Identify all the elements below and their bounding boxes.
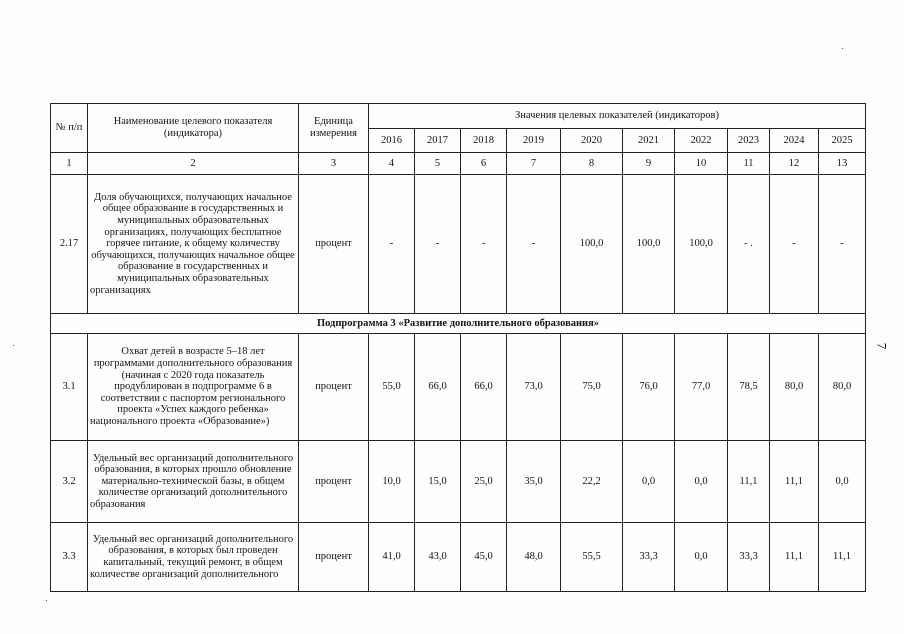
header-unit: Единица измерения	[299, 104, 369, 153]
year-cell: 2025	[819, 129, 866, 153]
year-cell: 2018	[461, 129, 507, 153]
value-cell: -	[507, 175, 561, 314]
year-cell: 2016	[369, 129, 415, 153]
indicator-name: Удельный вес организаций дополнительного образования, в которых прошло обновление материально-технической базы, в общем количестве организаций дополнительного образования	[88, 441, 299, 523]
value-cell: 25,0	[461, 441, 507, 523]
value-cell: -	[415, 175, 461, 314]
year-cell: 2024	[770, 129, 819, 153]
value-cell: 11,1	[819, 523, 866, 592]
value-cell: 80,0	[770, 334, 819, 441]
value-cell: 33,3	[623, 523, 675, 592]
col-number: 4	[369, 153, 415, 175]
header-name: Наименование целевого показателя (индикатора)	[88, 104, 299, 153]
row-number: 2.17	[51, 175, 88, 314]
value-cell: 11,1	[770, 441, 819, 523]
column-numbers-row	[51, 153, 866, 175]
value-cell: 100,0	[561, 175, 623, 314]
value-cell: 10,0	[369, 441, 415, 523]
unit-cell: процент	[299, 175, 369, 314]
value-cell: -	[819, 175, 866, 314]
value-cell: 35,0	[507, 441, 561, 523]
value-cell: 66,0	[415, 334, 461, 441]
scan-speck	[842, 48, 843, 49]
unit-cell: процент	[299, 334, 369, 441]
value-cell: 33,3	[728, 523, 770, 592]
col-number: 11	[728, 153, 770, 175]
value-cell: 100,0	[623, 175, 675, 314]
value-cell: 11,1	[770, 523, 819, 592]
indicator-name: Удельный вес организаций дополнительного образования, в которых был проведен капитальный, текущий ремонт, в общем количестве организаций дополнительного	[88, 523, 299, 592]
value-cell: -	[461, 175, 507, 314]
value-cell: 55,0	[369, 334, 415, 441]
indicators-table	[50, 103, 866, 592]
value-cell: 100,0	[675, 175, 728, 314]
year-cell: 2023	[728, 129, 770, 153]
indicator-name: Доля обучающихся, получающих начальное общее образование в государственных и муниципальных образовательных организациях, получающих бесплатное горячее питание, к общему количеству обучающихся, получающих начальное общее образование в государственных и муниципальных образовательных организациях	[88, 175, 299, 314]
value-cell: 0,0	[623, 441, 675, 523]
value-cell: -	[369, 175, 415, 314]
table-row	[51, 334, 866, 441]
value-cell: 45,0	[461, 523, 507, 592]
year-cell: 2021	[623, 129, 675, 153]
value-cell: 41,0	[369, 523, 415, 592]
col-number: 1	[51, 153, 88, 175]
row-number: 3.3	[51, 523, 88, 592]
row-number: 3.2	[51, 441, 88, 523]
value-cell: 78,5	[728, 334, 770, 441]
unit-cell: процент	[299, 441, 369, 523]
year-cell: 2020	[561, 129, 623, 153]
col-number: 12	[770, 153, 819, 175]
scan-speck	[46, 600, 47, 601]
value-cell: 73,0	[507, 334, 561, 441]
value-cell: 11,1	[728, 441, 770, 523]
indicator-name: Охват детей в возрасте 5–18 лет программами дополнительного образования (начиная с 2020 года показатель продублирован в подпрограмме 6 в соответствии с паспортом регионального проекта «Успех каждого ребенка» национального проекта «Образование»)	[88, 334, 299, 441]
value-cell: 48,0	[507, 523, 561, 592]
value-cell: 55,5	[561, 523, 623, 592]
year-cell: 2017	[415, 129, 461, 153]
col-number: 13	[819, 153, 866, 175]
table-row	[51, 523, 866, 592]
value-cell: 75,0	[561, 334, 623, 441]
year-cell: 2019	[507, 129, 561, 153]
row-number: 3.1	[51, 334, 88, 441]
value-cell: - .	[728, 175, 770, 314]
section-title: Подпрограмма 3 «Развитие дополнительного образования»	[51, 314, 866, 334]
col-number: 10	[675, 153, 728, 175]
col-number: 8	[561, 153, 623, 175]
year-cell: 2022	[675, 129, 728, 153]
col-number: 2	[88, 153, 299, 175]
value-cell: 0,0	[675, 441, 728, 523]
value-cell: 15,0	[415, 441, 461, 523]
value-cell: 43,0	[415, 523, 461, 592]
scan-speck	[13, 345, 14, 346]
page-number: 7	[874, 342, 890, 350]
value-cell: 66,0	[461, 334, 507, 441]
col-number: 3	[299, 153, 369, 175]
section-row	[51, 314, 866, 334]
header-num: № п/п	[51, 104, 88, 153]
col-number: 6	[461, 153, 507, 175]
value-cell: 22,2	[561, 441, 623, 523]
value-cell: 77,0	[675, 334, 728, 441]
unit-cell: процент	[299, 523, 369, 592]
value-cell: 80,0	[819, 334, 866, 441]
col-number: 9	[623, 153, 675, 175]
value-cell: 0,0	[675, 523, 728, 592]
value-cell: 76,0	[623, 334, 675, 441]
table-row	[51, 441, 866, 523]
table-row	[51, 175, 866, 314]
col-number: 7	[507, 153, 561, 175]
header-row-1	[51, 104, 866, 129]
value-cell: -	[770, 175, 819, 314]
value-cell: 0,0	[819, 441, 866, 523]
header-values: Значения целевых показателей (индикаторов)	[369, 104, 866, 129]
col-number: 5	[415, 153, 461, 175]
